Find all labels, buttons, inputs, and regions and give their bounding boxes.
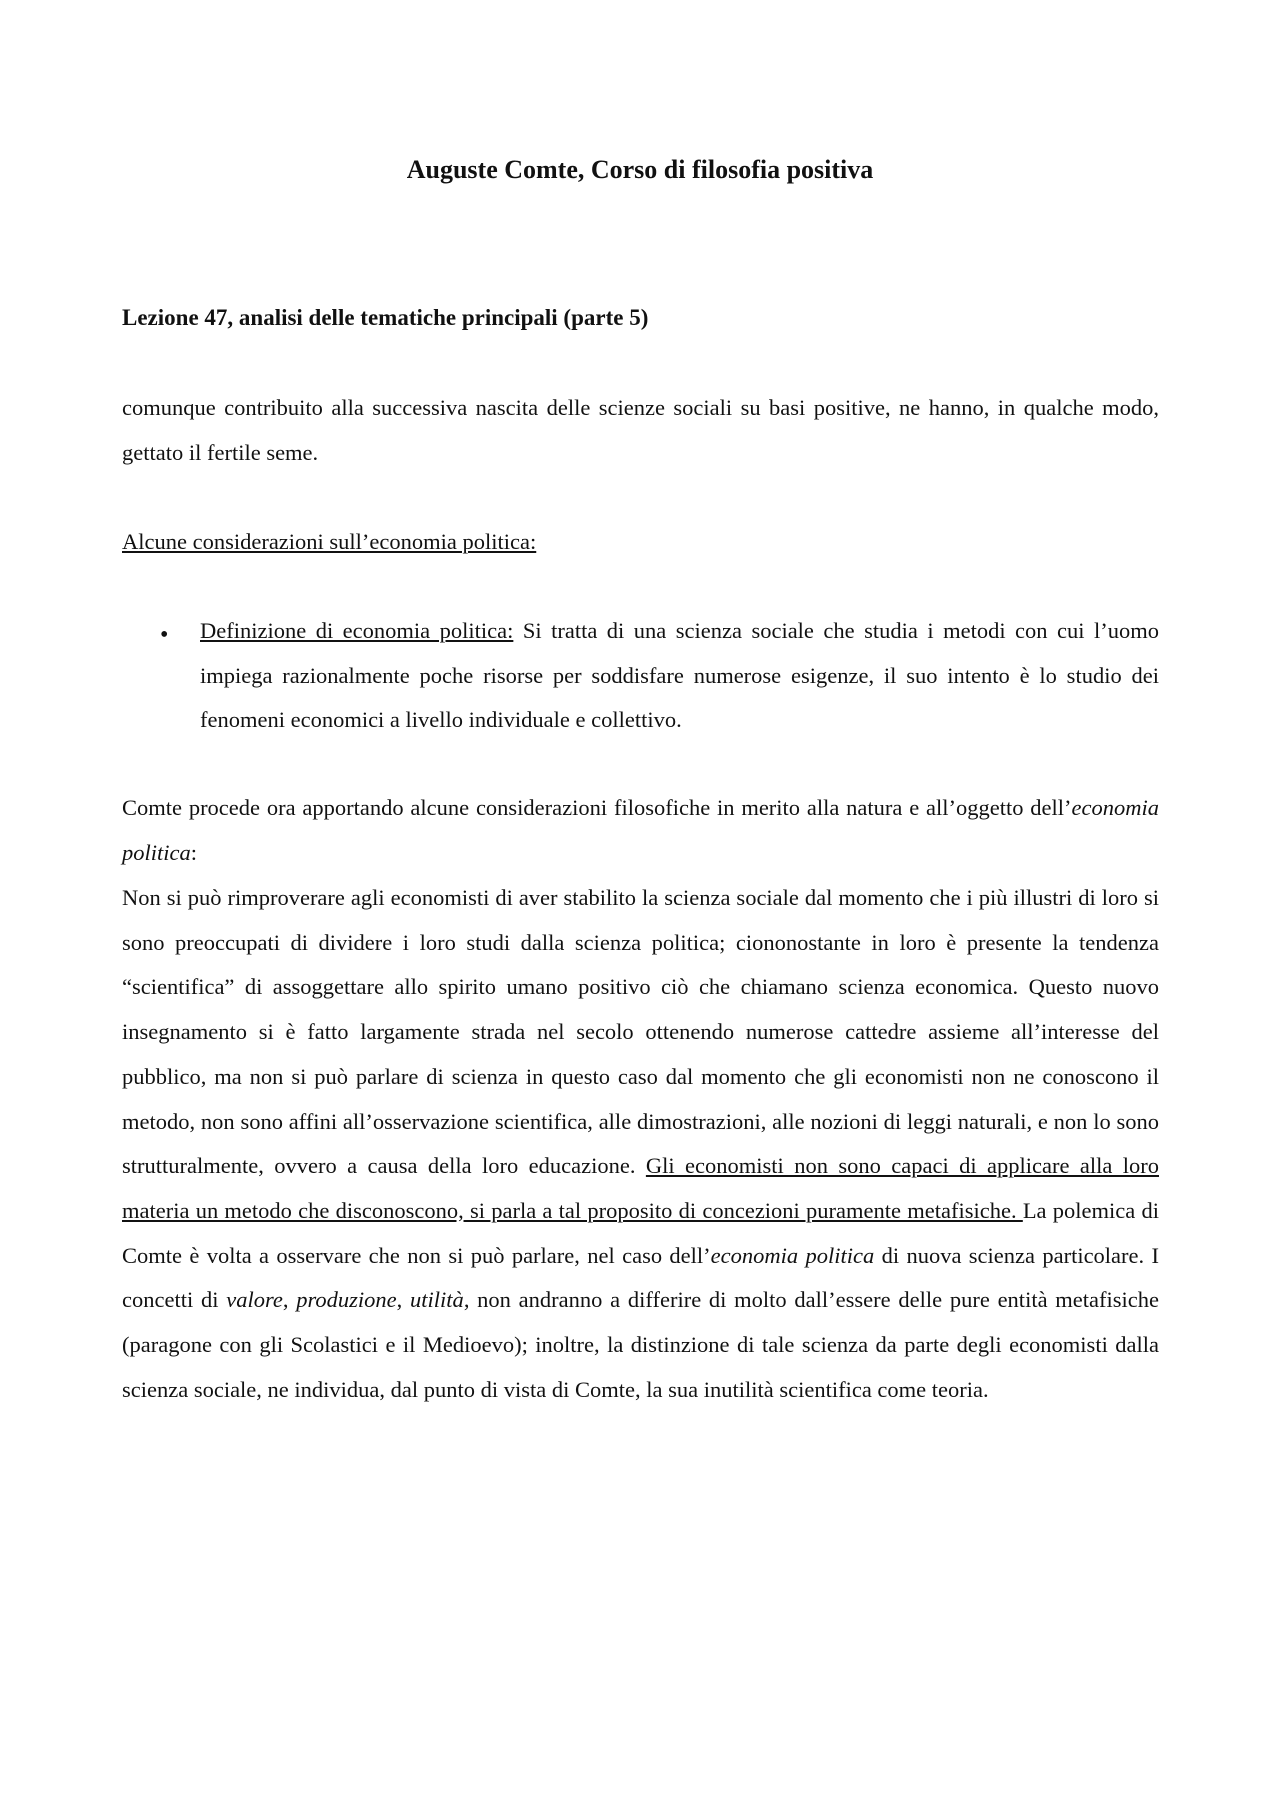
main-part-3: di nuova scienza particolare. I concetti di — [122, 1242, 1159, 1313]
lesson-heading: Lezione 47, analisi delle tematiche principali (parte 5) — [122, 305, 649, 330]
bullet-term: Definizione di economia politica: — [200, 618, 514, 643]
main-part-1: Non si può rimproverare agli economisti di aver stabilito la scienza sociale dal momento che i più illustri di loro si sono preoccupati di dividere i loro studi dalla scienza politica; ciononostante in loro è presente la tendenza “scientifica” di assoggettare allo spirito umano positivo ciò che chiamano scienza economica. Questo nuovo insegnamento si è fatto largamente strada nel secolo ottenendo numerose cattedre assieme all’interesse del pubblico, ma non si può parlare di scienza in questo caso dal momento che gli economisti non ne conoscono il metodo, non sono affini all’osservazione scientifica, alle dimostrazioni, alle nozioni di leggi naturali, e non lo sono strutturalmente, ovvero a causa della loro educazione. — [122, 885, 1159, 1179]
bullet-text: Si tratta di una scienza sociale che studia i metodi con cui l’uomo impiega razionalmente poche risorse per soddisfare numerose esigenze, il suo intento è lo studio dei fenomeni economici a livello individuale e collettivo. — [200, 618, 1159, 733]
main-italic-1: economia politica — [710, 1242, 875, 1268]
main-sep-2: , — [396, 1287, 411, 1313]
main-underlined: Gli economisti non sono capaci di applicare alla loro materia un metodo che disconoscono, si parla a tal proposito di concezioni puramente metafisiche. — [122, 1153, 1159, 1223]
main-italic-3: produzione — [296, 1287, 397, 1313]
document-title: Auguste Comte, Corso di filosofia positiva — [406, 155, 874, 184]
main-part-4: , non andranno a differire di molto dall’essere delle pure entità metafisiche (paragone con gli Scolastici e il Medioevo); inoltre, la distinzione di tale scienza da parte degli economisti dalla scienza sociale, ne individua, dal punto di vista di Comte, la sua inutilità scientifica come teoria. — [122, 1287, 1160, 1402]
bullet-icon: • — [160, 622, 169, 648]
main-part-2: La polemica di Comte è volta a osservare che non si può parlare, nel caso dell’ — [122, 1197, 1159, 1268]
main-sep-1: , — [282, 1287, 297, 1313]
bullet-item — [200, 609, 1159, 743]
main-italic-4: utilità — [410, 1287, 464, 1313]
comte-text-a: Comte procede ora apportando alcune considerazioni filosofiche in merito alla natura e all’oggetto dell’ — [122, 795, 1072, 820]
section-heading: Alcune considerazioni sull’economia politica: — [122, 529, 537, 554]
main-italic-2: valore — [226, 1287, 283, 1313]
intro-paragraph: comunque contribuito alla successiva nascita delle scienze sociali su basi positive, ne hanno, in qualche modo, gettato il fertile seme. — [122, 395, 1159, 465]
main-paragraph — [122, 876, 1159, 1412]
comte-text-b: : — [190, 839, 198, 865]
comte-italic-a: economia politica — [122, 795, 1159, 865]
comte-paragraph — [122, 786, 1159, 875]
